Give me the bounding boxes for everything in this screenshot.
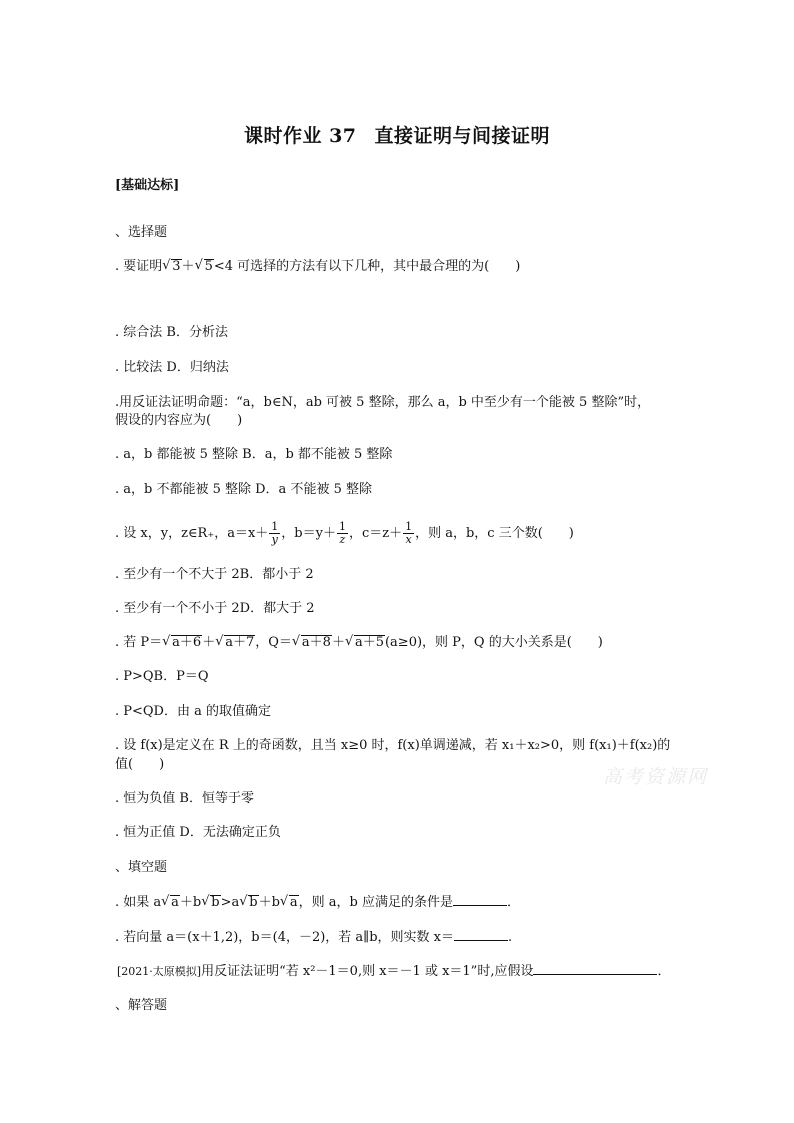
sqrt-sign: √ a＋8 bbox=[292, 634, 332, 652]
question-4: . 若 P＝√ a＋6＋√ a＋7，Q＝√ a＋8＋√ a＋5(a≥0)，则 P，Q 的大小关系是( ) bbox=[115, 634, 603, 652]
sqrt-sign: √ b bbox=[239, 894, 258, 912]
source-tag: [2021·太原模拟] bbox=[117, 965, 202, 978]
question-2-line-2: 假设的内容应为( ) bbox=[115, 413, 243, 428]
question-2-options-cd: . a，b 不都能被 5 整除 D．a 不能被 5 整除 bbox=[115, 482, 372, 497]
question-3: . 设 x，y，z∈R₊，a＝x＋ $\frac{1}{y}$ ，b＝y＋ $\frac{1}{z}$ ，c＝z＋ $\frac{1}{x}$ ，则 a，b，c 三个数( ) bbox=[115, 520, 574, 546]
question-5-line-2: 值( ) bbox=[115, 757, 165, 772]
question-7: . 若向量 a＝(x＋1,2)，b＝(4，－2)，若 a∥b，则实数 x＝ . bbox=[115, 930, 513, 945]
section-choice-heading: 、选择题 bbox=[115, 225, 168, 240]
question-6: . 如果 a√ a＋b√ b>a√ b＋b√ a，则 a，b 应满足的条件是 ． bbox=[115, 893, 520, 912]
fraction: $\frac{1}{x}$ bbox=[405, 520, 413, 546]
question-4-options-ab: . P>QB．P＝Q bbox=[115, 669, 209, 684]
fraction: $\frac{1}{z}$ bbox=[338, 520, 346, 546]
question-2-line-1: .用反证法证明命题：“a，b∈N，ab 可被 5 整除，那么 a，b 中至少有一个能被 5 整除”时， bbox=[115, 395, 651, 410]
question-3-options-cd: . 至少有一个不小于 2D．都大于 2 bbox=[115, 601, 315, 616]
question-3-options-ab: . 至少有一个不大于 2B．都小于 2 bbox=[115, 567, 314, 582]
sqrt-sign: √ a bbox=[280, 894, 299, 912]
sqrt-sign: √ a＋7 bbox=[215, 634, 255, 652]
question-5-line-1: . 设 f(x)是定义在 R 上的奇函数，且当 x≥0 时，f(x)单调递减，若 x₁＋x₂>0，则 f(x₁)＋f(x₂)的 bbox=[115, 738, 671, 753]
question-1-options-cd: . 比较法 D．归纳法 bbox=[115, 360, 229, 375]
sqrt-sign: √ a＋5 bbox=[345, 634, 385, 652]
sqrt-sign: √ a bbox=[161, 894, 180, 912]
watermark: 高考资源网 bbox=[603, 766, 709, 788]
section-basic: [基础达标] bbox=[115, 178, 180, 193]
question-5-options-ab: . 恒为负值 B．恒等于零 bbox=[115, 791, 254, 806]
sqrt-sign: √ 5 bbox=[195, 258, 214, 276]
question-8: [2021·太原模拟]用反证法证明“若 x²－1＝0,则 x＝－1 或 x＝1”时,应假设 ． bbox=[117, 964, 671, 979]
title-part2: 直接证明与间接证明 bbox=[374, 125, 551, 147]
question-5-options-cd: . 恒为正值 D．无法确定正负 bbox=[115, 825, 281, 840]
answer-blank[interactable] bbox=[533, 962, 657, 975]
fraction: $\frac{1}{y}$ bbox=[271, 520, 279, 546]
answer-blank[interactable] bbox=[454, 928, 508, 941]
question-1: . 要证明√ 3＋√ 5<4 可选择的方法有以下几种，其中最合理的为( ) bbox=[115, 258, 520, 276]
answer-blank[interactable] bbox=[453, 893, 507, 906]
sqrt-sign: √ 3 bbox=[162, 258, 181, 276]
question-4-options-cd: . P<QD．由 a 的取值确定 bbox=[115, 704, 272, 719]
page-title bbox=[0, 121, 794, 148]
title-part1: 课时作业 37 bbox=[243, 125, 357, 147]
question-2-options-ab: . a，b 都能被 5 整除 B．a，b 都不能被 5 整除 bbox=[115, 447, 393, 462]
section-answer-heading: 、解答题 bbox=[115, 998, 168, 1013]
question-1-options-ab: . 综合法 B．分析法 bbox=[115, 325, 228, 340]
sqrt-sign: √ b bbox=[201, 894, 220, 912]
section-fill-heading: 、填空题 bbox=[115, 860, 168, 875]
sqrt-sign: √ a＋6 bbox=[162, 634, 202, 652]
